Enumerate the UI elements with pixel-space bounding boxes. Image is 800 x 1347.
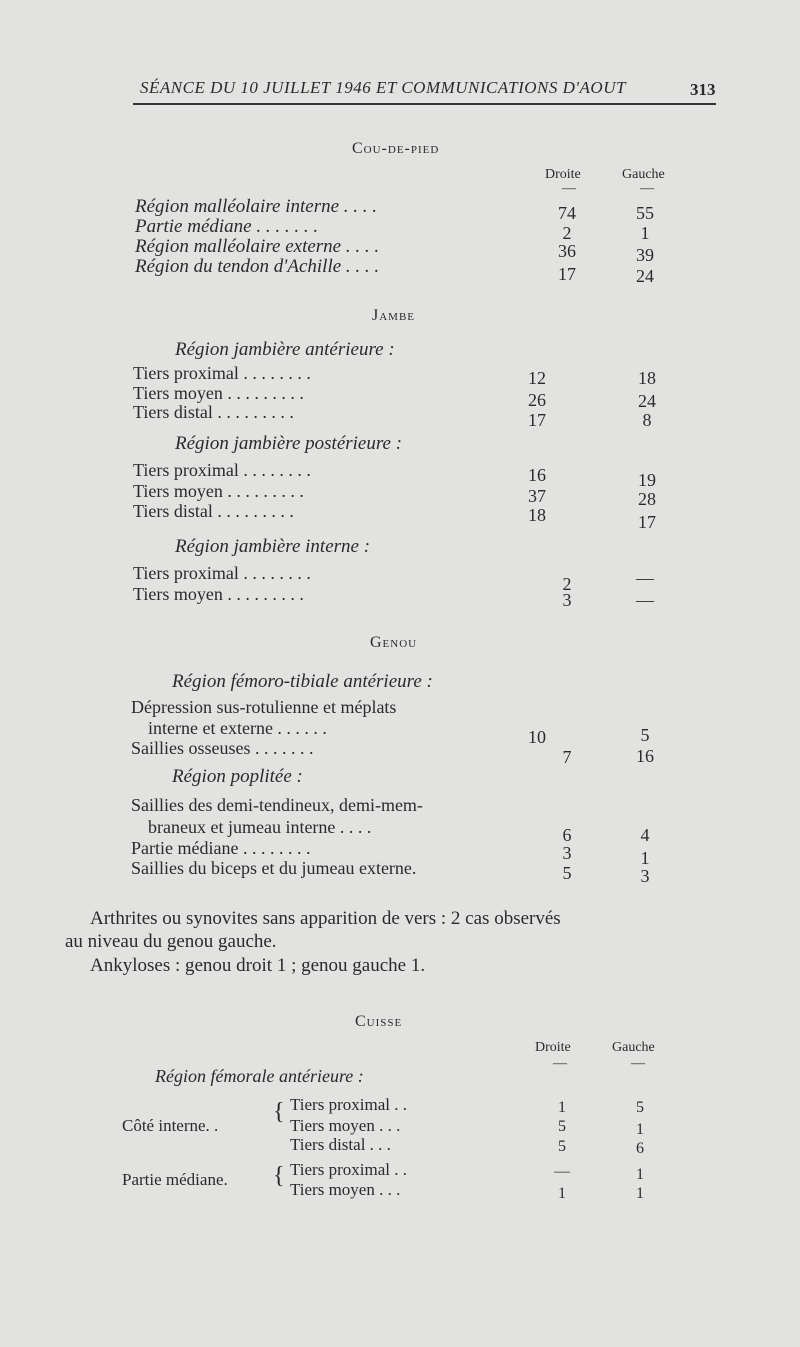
value-droite: 7 [562,747,572,767]
value-gauche: 8 [642,410,652,430]
row-label: Tiers moyen . . . [290,1180,401,1199]
section-title-jambe: Jambe [372,307,416,324]
value-droite: 17 [528,410,546,430]
row-label: Tiers proximal . . [290,1095,407,1114]
value-droite: 17 [558,264,576,284]
value-gauche: 1 [640,848,650,868]
subsection-title: Région fémorale antérieure : [155,1066,364,1086]
value-gauche: 1 [640,223,650,243]
row-label: Partie médiane . . . . . . . [135,216,319,237]
value-droite: 3 [562,843,572,863]
value-droite: 16 [528,465,546,485]
row-label: Tiers distal . . . . . . . . . [133,501,294,521]
value-droite: 2 [562,223,572,243]
value-gauche: 24 [638,391,656,411]
row-label: Région malléolaire interne . . . . [135,196,378,217]
row-label: Tiers moyen . . . . . . . . . [133,383,304,403]
value-droite: 6 [562,825,572,845]
brace: { [273,1163,285,1189]
column-header-droite: Droite [535,1040,571,1055]
group-label-partie-mediane: Partie médiane. [122,1170,228,1189]
column-rule-gauche: — [640,181,654,196]
row-label: Saillies des demi-tendineux, demi-mem- [131,795,423,815]
row-label: Tiers proximal . . . . . . . . [133,460,311,480]
row-label: Dépression sus-rotulienne et méplats [131,697,397,717]
value-droite: — [554,1163,570,1180]
value-gauche: 24 [636,266,654,286]
row-label: Tiers moyen . . . . . . . . . [133,584,304,604]
value-gauche: 6 [636,1140,644,1157]
column-rule-gauche: — [631,1056,645,1071]
value-droite: 12 [528,368,546,388]
group-label-cote-interne: Côté interne. . [122,1116,219,1135]
value-droite: 37 [528,486,546,506]
value-gauche: 39 [636,245,654,265]
value-gauche: 1 [636,1121,644,1138]
value-droite: 5 [558,1118,566,1135]
value-droite: 5 [562,863,572,883]
value-gauche: 16 [636,746,654,766]
row-label: braneux et jumeau interne . . . . [148,817,372,837]
subsection-title: Région poplitée : [172,766,303,787]
value-droite: 3 [562,590,572,610]
section-title-genou: Genou [370,634,418,651]
value-droite: 36 [558,241,576,261]
running-header: SÉANCE DU 10 JUILLET 1946 ET COMMUNICATIONS D'AOUT [140,78,626,97]
subsection-title: Région fémoro-tibiale antérieure : [172,671,433,692]
column-header-gauche: Gauche [622,167,665,182]
section-title-cou-de-pied: Cou-de-pied [352,140,440,157]
value-droite: 26 [528,390,546,410]
row-label: Tiers proximal . . [290,1160,407,1179]
value-gauche: 5 [636,1099,644,1116]
value-droite: 5 [558,1138,566,1155]
row-label: Tiers moyen . . . . . . . . . [133,481,304,501]
paragraph-line: Arthrites ou synovites sans apparition de vers : 2 cas observés [90,908,561,929]
value-gauche: 18 [638,368,656,388]
value-droite: 18 [528,505,546,525]
header-rule [133,103,716,105]
subsection-title: Région jambière antérieure : [175,339,395,360]
section-title-cuisse: Cuisse [355,1013,403,1030]
value-gauche: 19 [638,470,656,490]
row-label: interne et externe . . . . . . [148,718,327,738]
row-label: Tiers proximal . . . . . . . . [133,563,311,583]
value-droite: 74 [558,203,576,223]
page-number: 313 [690,80,716,99]
row-label: Tiers distal . . . [290,1135,391,1154]
value-gauche: 4 [640,825,650,845]
value-gauche: 17 [638,512,656,532]
column-header-droite: Droite [545,167,581,182]
value-gauche: — [636,590,654,610]
value-gauche: 28 [638,489,656,509]
value-droite: 1 [558,1185,566,1202]
subsection-title: Région jambière postérieure : [175,433,403,454]
paragraph-line: Ankyloses : genou droit 1 ; genou gauche 1. [90,955,426,976]
row-label: Saillies du biceps et du jumeau externe. [131,858,417,878]
value-gauche: 55 [636,203,654,223]
row-label: Région malléolaire externe . . . . [135,236,380,257]
paragraph-line: au niveau du genou gauche. [65,931,277,952]
value-droite: 2 [562,574,572,594]
column-rule-droite: — [562,181,576,196]
value-droite: 10 [528,727,546,747]
value-gauche: 1 [636,1166,644,1183]
value-gauche: 3 [640,866,650,886]
value-droite: 1 [558,1099,566,1116]
row-label: Saillies osseuses . . . . . . . [131,738,314,758]
brace: { [273,1099,285,1125]
value-gauche: 5 [640,725,650,745]
column-rule-droite: — [553,1056,567,1071]
value-gauche: 1 [636,1185,644,1202]
row-label: Tiers moyen . . . [290,1116,401,1135]
subsection-title: Région jambière interne : [175,536,371,557]
row-label: Tiers distal . . . . . . . . . [133,402,294,422]
row-label: Région du tendon d'Achille . . . . [135,256,380,277]
value-gauche: — [636,568,654,588]
column-header-gauche: Gauche [612,1040,655,1055]
row-label: Tiers proximal . . . . . . . . [133,363,311,383]
row-label: Partie médiane . . . . . . . . [131,838,311,858]
